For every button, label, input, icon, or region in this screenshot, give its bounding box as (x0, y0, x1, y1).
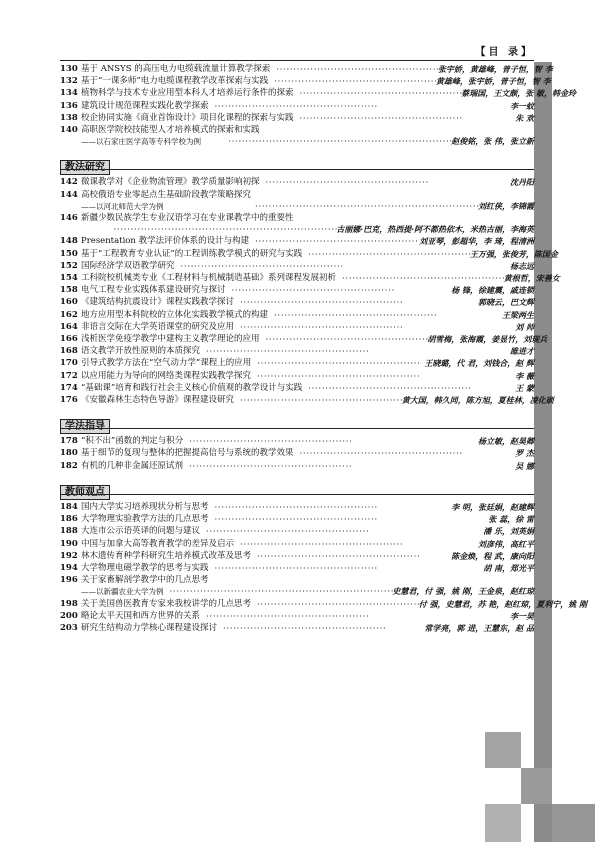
toc-entry[interactable] (60, 448, 534, 460)
page-number: 134 (60, 88, 78, 99)
page-number: 172 (60, 370, 78, 381)
article-authors: 王梁两生 (502, 309, 534, 320)
toc-entry[interactable] (60, 125, 534, 148)
dot-leader: · · · · · · · · · · · · · · · · · · · · · · · · · · · · · · · · · · · · · · · · · · · · · · · · (274, 77, 436, 88)
page-number: 196 (60, 575, 78, 586)
article-title: 电气工程专业实践体系建设研究与探讨 (81, 285, 226, 296)
article-title: 大连市公示语英译的问题与建议 (81, 526, 201, 537)
corner-decoration (485, 804, 521, 842)
page-number: 150 (60, 248, 78, 259)
dot-leader: · · · · · · · · · · · · · · · · · · · · · · · · · · · · · · · · · · · · · · · · · · · · · · · · (257, 371, 419, 382)
toc-entry[interactable] (60, 273, 560, 285)
page-number: 200 (60, 610, 78, 621)
article-title: 工科院校机械类专业《工程材料与机械制造基础》系列课程发展初析 (81, 273, 337, 284)
dot-leader: · · · · · · · · · · · · · · · · · · · · · · · · · · · · · · · · · · · · · · · · · · · · · · · · · · · · · · · · · · · · · · · · · · (113, 225, 337, 236)
article-title: 语文教学开放性原则的本质探究 (81, 346, 201, 357)
article-title: 基于 ANSYS 的高压电力电缆载流量计算教学探索 (81, 64, 271, 74)
dot-leader: · · · · · · · · · · · · · · · · · · · · · · · · · · · · · · · · · · · · · · · · · · · · · · · · (206, 611, 368, 622)
dot-leader: · · · · · · · · · · · · · · · · · · · · · · · · · · · · · · · · · · · · · · · · · · · · · · · · (257, 551, 419, 562)
page-number: 178 (60, 436, 78, 447)
page-number: 170 (60, 358, 78, 369)
toc-entry[interactable] (60, 88, 576, 100)
page-number: 190 (60, 538, 78, 549)
page-number: 132 (60, 76, 78, 87)
article-authors: 朱 欢 (515, 112, 534, 123)
article-authors: 常学亮，郭 进，王慧东，赵 品 (424, 622, 534, 633)
page-number: 184 (60, 501, 78, 512)
article-authors: 刘亚琴，彭超华，李 琦，程清洲 (419, 236, 534, 247)
article-title: 非语言交际在大学英语课堂的研究及应用 (81, 321, 235, 332)
dot-leader: · · · · · · · · · · · · · · · · · · · · · · · · · · · · · · · · · · · · · · · · · · · · · · · · (299, 89, 462, 100)
dot-leader: · · · · · · · · · · · · · · · · · · · · · · · · · · · · · · · · · · · · · · · · · · · · · · · · (240, 322, 402, 333)
article-title: 植物科学与技术专业应用型本科人才培养运行条件的探索 (81, 88, 294, 99)
page-number: 158 (60, 285, 78, 296)
dot-leader: · · · · · · · · · · · · · · · · · · · · · · · · · · · · · · · · · · · · · · · · · · · · · · · · (308, 383, 470, 394)
article-title: 《建筑结构抗震设计》课程实践教学探讨 (81, 297, 235, 308)
dot-leader: · · · · · · · · · · · · · · · · · · · · · · · · · · · · · · · · · · · · · · · · · · · · · · · · (214, 502, 377, 513)
page-header (60, 46, 534, 61)
page-number: 154 (60, 273, 78, 284)
page-number: 152 (60, 260, 78, 271)
toc-entry[interactable] (60, 383, 534, 395)
dot-leader: · · · · · · · · · · · · · · · · · · · · · · · · · · · · · · · · · · · · · · · · · · · · · · · · (265, 335, 428, 346)
dot-leader: · · · · · · · · · · · · · · · · · · · · · · · · · · · · · · · · · · · · · · · · · · · · · · · · (231, 286, 394, 297)
dot-leader: · · · · · · · · · · · · · · · · · · · · · · · · · · · · · · · · · · · · · · · · · · · · · · · · (274, 310, 436, 321)
page-number: 180 (60, 448, 78, 459)
article-authors: 吴 娜 (515, 460, 534, 471)
article-title: 林木遗传育种学科研究生培养模式改革及思考 (81, 550, 252, 561)
article-title: 浅析医学免疫学教学中建构主义教学理论的应用 (81, 334, 260, 345)
toc-entry[interactable] (60, 514, 534, 526)
article-authors: 付 强，史慧君，苏 艳，赵红琼，夏利宁，姚 刚 (418, 598, 588, 609)
article-authors: 黄根哲，宋善女 (503, 273, 560, 284)
article-authors: 雎进才 (510, 346, 534, 357)
article-authors: 王晓璐，代 君，刘钱合，赵 辉 (424, 358, 534, 369)
header-title: 【目 录】 (475, 47, 534, 58)
article-title: 国内大学实习培养现状分析与思考 (81, 501, 209, 512)
dot-leader: · · · · · · · · · · · · · · · · · · · · · · · · · · · · · · · · · · · · · · · · · · · · · · · · (308, 249, 470, 260)
toc-entry[interactable] (60, 346, 534, 358)
article-authors: 陈金焕，程 武，康向阳 (451, 550, 534, 561)
article-title: 基于“工程教育专业认证”的工程训练教学模式的研究与实践 (81, 248, 303, 259)
page-number: 160 (60, 297, 78, 308)
toc-entry[interactable] (60, 539, 534, 551)
toc-entry[interactable] (60, 248, 558, 261)
article-authors: 李 明，张廷娟，赵建辉 (451, 501, 534, 512)
dot-leader: · · · · · · · · · · · · · · · · · · · · · · · · · · · · · · · · · · · · · · · · · · · · · · · · · · · · · · · · · · · · · · · · · · (255, 201, 478, 212)
toc-entry[interactable] (60, 190, 534, 213)
article-title: 基于“一课多师”电力电缆课程教学改革探索与实践 (81, 76, 269, 87)
dot-leader: · · · · · · · · · · · · · · · · · · · · · · · · · · · · · · · · · · · · · · · · · · · · · · · · (255, 237, 417, 248)
article-title: 地方应用型本科院校的立体化实践教学模式的构建 (81, 309, 269, 320)
dot-leader: · · · · · · · · · · · · · · · · · · · · · · · · · · · · · · · · · · · · · · · · · · · · · · · · (240, 539, 402, 550)
article-title: 高校俄语专业零起点生基础阶段教学策略探究 (81, 189, 252, 200)
section-rule (60, 169, 534, 170)
article-title: 关于美国兽医教育专家来我校讲学的几点思考 (81, 598, 252, 609)
article-authors: 杨立敏，赵昊卿 (478, 436, 534, 447)
article-authors: 罗 杰 (515, 448, 534, 459)
section-heading (60, 480, 534, 498)
article-title: 建筑设计规范课程实践化教学探索 (81, 100, 209, 111)
page-number: 142 (60, 177, 78, 188)
article-authors: 王万强，张俊芳，陈国金 (469, 248, 558, 259)
page-number: 130 (60, 64, 78, 74)
section-rule (60, 428, 534, 429)
page-number: 188 (60, 526, 78, 537)
toc-entry[interactable] (60, 334, 548, 346)
page-number: 198 (60, 598, 78, 609)
article-title: “基础课”培育和践行社会主义核心价值观的教学设计与实践 (81, 382, 303, 393)
article-authors: 李一蚊 (510, 100, 534, 111)
section-title: 教法研究 (60, 160, 110, 175)
toc-entry[interactable] (60, 285, 534, 297)
corner-decoration (485, 732, 521, 768)
toc-entry[interactable] (60, 436, 534, 448)
toc-entry[interactable] (60, 310, 534, 322)
toc-entry[interactable] (60, 551, 534, 563)
article-authors: 李一昊 (510, 610, 534, 621)
toc-entry[interactable] (60, 598, 588, 611)
toc-entry[interactable] (60, 611, 534, 623)
dot-leader: · · · · · · · · · · · · · · · · · · · · · · · · · · · · · · · · · · · · · · · · · · · · · · · · (206, 527, 368, 538)
article-subtitle: ——以新疆农业大学为例 (81, 587, 164, 597)
article-authors: 杨 锋，徐建震，戚连锁 (451, 285, 534, 296)
page-number: 194 (60, 562, 78, 573)
table-of-contents (60, 64, 588, 635)
page-number: 136 (60, 100, 78, 111)
toc-entry[interactable] (60, 563, 534, 575)
toc-entry[interactable] (60, 213, 534, 236)
article-subtitle: ——以河北师范大学为例 (81, 201, 164, 211)
article-title: 以应用能力为导向的网络类课程实践教学探究 (81, 370, 252, 381)
toc-entry[interactable] (60, 395, 554, 407)
dot-leader: · · · · · · · · · · · · · · · · · · · · · · · · · · · · · · · · · · · · · · · · · · · · · · · · · · · · · · · · · · · · · · · · · · (169, 587, 393, 598)
article-title: 大学物理电磁学教学的思考与实践 (81, 562, 209, 573)
dot-leader: · · · · · · · · · · · · · · · · · · · · · · · · · · · · · · · · · · · · · · · · · · · · · · · · (257, 599, 419, 610)
article-authors: 王 蒙 (515, 382, 534, 393)
toc-entry[interactable] (60, 526, 534, 538)
dot-leader: · · · · · · · · · · · · · · · · · · · · · · · · · · · · · · · · · · · · · · · · · · · · · · · · (214, 515, 377, 526)
article-title: 有机的几种非金属还原试剂 (81, 460, 184, 471)
side-tab-bar (534, 62, 552, 842)
article-title: 略论太平天国和西方世界的关系 (81, 610, 201, 621)
article-subtitle: ——以石家庄医学高等专科学校为例 (81, 137, 201, 147)
dot-leader: · · · · · · · · · · · · · · · · · · · · · · · · · · · · · · · · · · · · · · · · · · · · · · · · (214, 101, 377, 112)
section-heading (60, 155, 534, 174)
article-authors: 郭晓云，巴文辉 (478, 297, 534, 308)
article-title: 新疆少数民族学生专业汉语学习在专业课教学中的重要性 (81, 213, 294, 224)
page-number: 164 (60, 321, 78, 332)
page-number: 176 (60, 395, 78, 406)
article-authors: 史慧君，付 强，姚 刚，王金泉，赵红琼 (392, 586, 534, 597)
dot-leader: · · · · · · · · · · · · · · · · · · · · · · · · · · · · · · · · · · · · · · · · · · · · · · · · (342, 274, 504, 285)
section-title: 学法指导 (60, 419, 110, 434)
dot-leader: · · · · · · · · · · · · · · · · · · · · · · · · · · · · · · · · · · · · · · · · · · · · · · · · (206, 347, 368, 358)
page-number: 166 (60, 334, 78, 345)
article-authors: 张宇娇，黄雄峰，普子恒，智 李 (437, 64, 553, 74)
article-title: 大学物理实验教学方法的几点思考 (81, 514, 209, 525)
toc-entry[interactable] (60, 113, 534, 125)
article-authors: 潘 乐，刘英娟 (483, 526, 534, 537)
article-authors: 胡雪梅，张海霞，姜显竹，刘现兵 (427, 334, 548, 345)
article-title: Presentation 教学法评价体系的设计与构建 (81, 236, 250, 247)
page-number: 174 (60, 382, 78, 393)
toc-entry[interactable] (60, 101, 534, 113)
article-title: 引导式教学方法在“空气动力学”课程上的应用 (81, 358, 252, 369)
toc-entry[interactable] (60, 76, 551, 88)
section-heading (60, 414, 534, 433)
article-title: 高职医学院校技能型人才培养模式的探索和实践 (81, 125, 260, 136)
dot-leader: · · · · · · · · · · · · · · · · · · · · · · · · · · · · · · · · · · · · · · · · · · · · · · · · (265, 178, 428, 189)
article-title: 校企协同实施《商业首饰设计》项目化课程的探索与实践 (81, 112, 294, 123)
article-authors: 赵俊铭，张 伟，张立新 (451, 136, 534, 147)
article-title: 《安徽森林生态特色导游》课程建设研究 (81, 395, 235, 406)
page-number: 168 (60, 346, 78, 357)
section-title: 教师观点 (60, 485, 110, 500)
article-authors: 黄雄峰，张宇娇，普子恒，智 李 (435, 76, 551, 87)
article-authors: 胡 南，郑光平 (483, 562, 534, 573)
article-authors: 杨志远 (510, 260, 534, 271)
dot-leader: · · · · · · · · · · · · · · · · · · · · · · · · · · · · · · · · · · · · · · · · · · · · · · · · · · · · · · · · · · · · · · · · · · (228, 137, 452, 148)
article-authors: 蔡瑞国，王文颇，张 敏，韩金玲 (461, 88, 576, 99)
toc-entry[interactable] (60, 461, 534, 473)
page-number: 192 (60, 550, 78, 561)
article-authors: 黄大国，韩久同，陈方旭，夏桂林，凌化硕 (401, 395, 554, 406)
toc-entry[interactable] (60, 623, 534, 635)
article-authors: 张 蕊，徐 雷 (488, 514, 534, 525)
page-number: 186 (60, 514, 78, 525)
page-number: 148 (60, 236, 78, 247)
dot-leader: · · · · · · · · · · · · · · · · · · · · · · · · · · · · · · · · · · · · · · · · · · · · · · · · (240, 396, 402, 407)
toc-entry[interactable] (60, 371, 534, 383)
page-number: 144 (60, 189, 78, 200)
article-title: “积不出”函数的判定与积分 (81, 436, 184, 447)
page-number: 138 (60, 112, 78, 123)
article-authors: 沈丹阳 (510, 177, 534, 188)
page-number: 203 (60, 622, 78, 633)
toc-entry[interactable] (60, 297, 534, 309)
dot-leader: · · · · · · · · · · · · · · · · · · · · · · · · · · · · · · · · · · · · · · · · · · · · · · · · (189, 437, 351, 448)
dot-leader: · · · · · · · · · · · · · · · · · · · · · · · · · · · · · · · · · · · · · · · · · · · · · · · · (299, 449, 462, 460)
toc-entry[interactable] (60, 322, 534, 334)
corner-decoration (521, 768, 552, 804)
dot-leader: · · · · · · · · · · · · · · · · · · · · · · · · · · · · · · · · · · · · · · · · · · · · · · · · (189, 461, 351, 472)
dot-leader: · · · · · · · · · · · · · · · · · · · · · · · · · · · · · · · · · · · · · · · · · · · · · · · · (214, 563, 377, 574)
toc-entry[interactable] (60, 236, 534, 248)
article-title: 研究生结构动力学核心课程建设探讨 (81, 622, 218, 633)
page-number: 140 (60, 125, 78, 136)
article-authors: 李 薇 (515, 370, 534, 381)
article-title: 微课教学对《企业物流管理》教学质量影响初探 (81, 177, 260, 188)
page-number: 146 (60, 213, 78, 224)
corner-decoration (552, 804, 595, 842)
article-title: 中国与加拿大高等教育教学的差异及启示 (81, 538, 235, 549)
dot-leader: · · · · · · · · · · · · · · · · · · · · · · · · · · · · · · · · · · · · · · · · · · · · · · · · (180, 261, 343, 272)
section-rule (60, 494, 534, 495)
article-authors: 刘 帅 (515, 321, 534, 332)
article-authors: 古丽娜·巴克，热西提·阿不都热依木，米热古丽，李海英 (336, 224, 534, 235)
article-title: 关于家畜解剖学教学中的几点思考 (81, 575, 209, 586)
toc-entry[interactable] (60, 575, 534, 598)
toc-entry[interactable] (60, 261, 534, 273)
toc-entry[interactable] (60, 177, 534, 189)
article-authors: 刘红侠，李锦霞 (478, 200, 534, 211)
dot-leader: · · · · · · · · · · · · · · · · · · · · · · · · · · · · · · · · · · · · · · · · · · · · · · · · (240, 298, 402, 309)
toc-entry[interactable] (60, 358, 534, 370)
article-title: 国际经济学双语教学研究 (81, 260, 175, 271)
article-title: 基于细节的复现与整体的把握提高信号与系统的教学效果 (81, 448, 294, 459)
toc-entry[interactable] (60, 64, 553, 76)
page-number: 182 (60, 460, 78, 471)
dot-leader: · · · · · · · · · · · · · · · · · · · · · · · · · · · · · · · · · · · · · · · · · · · · · · · · (299, 113, 462, 124)
dot-leader: · · · · · · · · · · · · · · · · · · · · · · · · · · · · · · · · · · · · · · · · · · · · · · · · (257, 359, 419, 370)
page-number: 162 (60, 309, 78, 320)
dot-leader: · · · · · · · · · · · · · · · · · · · · · · · · · · · · · · · · · · · · · · · · · · · · · · · · (223, 623, 385, 634)
dot-leader: · · · · · · · · · · · · · · · · · · · · · · · · · · · · · · · · · · · · · · · · · · · · · · · · (276, 65, 438, 75)
article-authors: 刘彦伟，高红平 (478, 538, 534, 549)
toc-entry[interactable] (60, 502, 534, 514)
